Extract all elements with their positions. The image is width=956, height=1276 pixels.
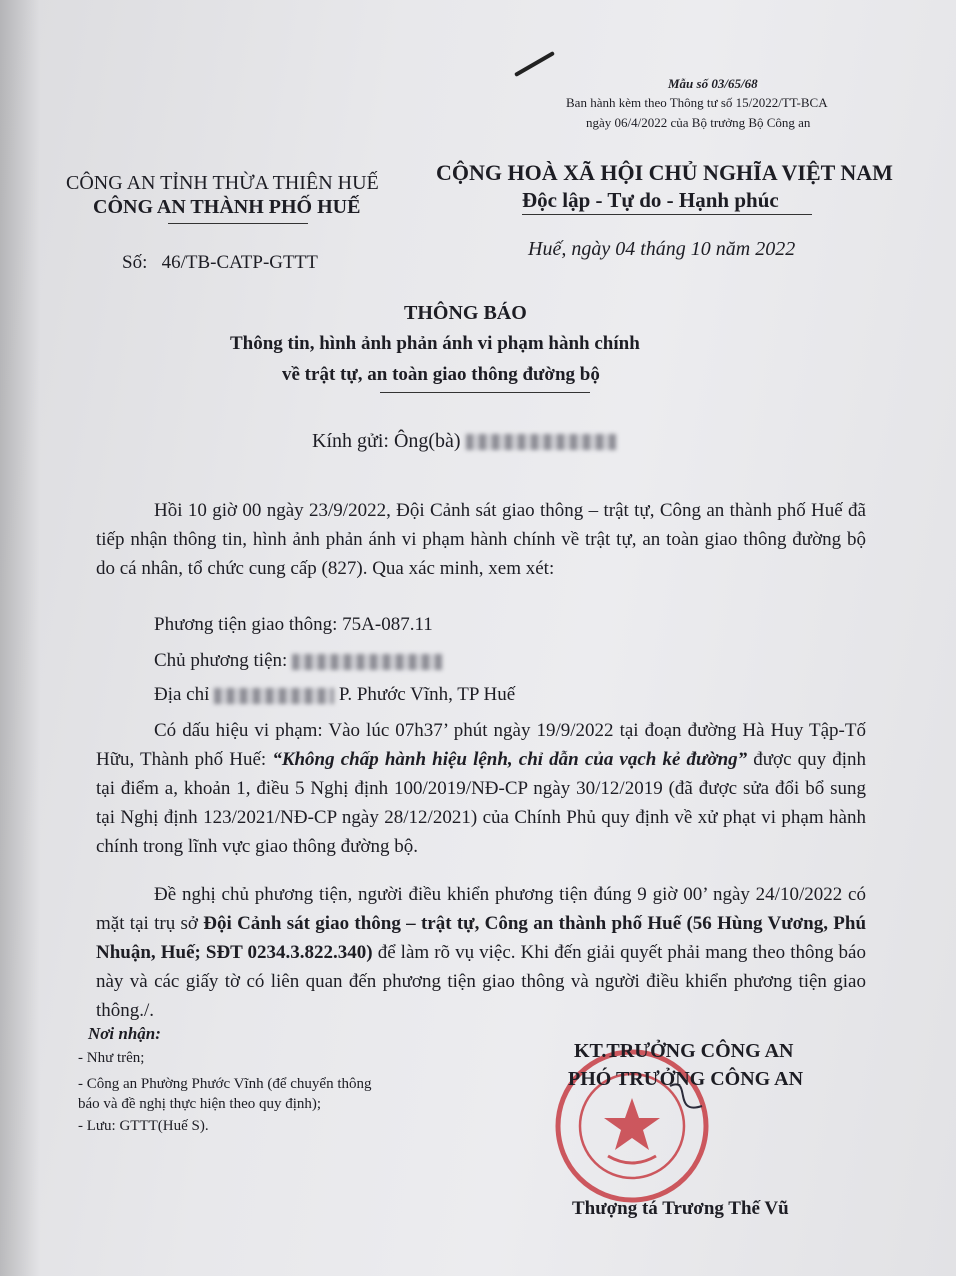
recipients-title: Nơi nhận:	[88, 1024, 161, 1043]
owner-line	[154, 650, 442, 672]
signature-title-1: KT.TRƯỞNG CÔNG AN	[574, 1040, 794, 1062]
redacted-name	[466, 434, 616, 450]
recipient-item: - Như trên;	[78, 1050, 145, 1066]
signature-title-2: PHÓ TRƯỞNG CÔNG AN	[568, 1068, 804, 1090]
request-instructions: để làm rõ vụ việc. Khi đến giải quyết phải mang theo thông báo này và các giấy tờ có liên quan đến phương tiện giao thông và người điều khiển phương tiện giao thông./.	[96, 942, 866, 1021]
pen-mark	[514, 51, 555, 77]
subtitle-line-2: về trật tự, an toàn giao thông đường bộ	[282, 364, 600, 385]
redacted-owner	[292, 654, 442, 670]
request-text: Đề nghị chủ phương tiện, người điều khiển phương tiện đúng 9 giờ 00’ ngày 24/10/2022 có mặt tại trụ sở	[96, 884, 866, 934]
issued-line-2: ngày 06/4/2022 của Bộ trưởng Bộ Công an	[586, 115, 811, 130]
paragraph-request	[96, 880, 866, 1025]
document-title: THÔNG BÁO	[404, 302, 527, 324]
form-number: Mẫu số 03/65/68	[668, 76, 758, 91]
greeting-text: Kính gửi: Ông(bà)	[312, 430, 461, 452]
recipient-item: - Công an Phường Phước Vĩnh (để chuyển thông	[78, 1076, 372, 1092]
paragraph-intro: Hồi 10 giờ 00 ngày 23/9/2022, Đội Cảnh sát giao thông – trật tự, Công an thành phố Huế đã tiếp nhận thông tin, hình ảnh phản ánh vi phạm hành chính về trật tự, an toàn giao thông đường bộ do cá nhân, tổ chức cung cấp (827). Qua xác minh, xem xét:	[96, 500, 866, 579]
address-tail: P. Phước Vĩnh, TP Huế	[338, 684, 516, 705]
greeting	[312, 430, 616, 453]
violation-text: Có dấu hiệu vi phạm: Vào lúc 07h37’ phút ngày 19/9/2022 tại đoạn đường Hà Huy Tập-Tố Hữu, Thành phố Huế:	[96, 720, 866, 770]
page-shadow	[0, 0, 40, 1276]
number-label: Số:	[122, 252, 148, 273]
subtitle-underline	[380, 392, 590, 393]
redacted-address	[214, 688, 334, 704]
org-line-2: CÔNG AN THÀNH PHỐ HUẾ	[93, 196, 361, 218]
document-number	[122, 252, 318, 274]
paragraph-violation	[96, 716, 866, 861]
number-value: 46/TB-CATP-GTTT	[161, 252, 318, 273]
request-location: Đội Cảnh sát giao thông – trật tự, Công an thành phố Huế (56 Hùng Vương, Phú Nhuận, Huế; SĐT 0234.3.822.340)	[96, 913, 867, 963]
owner-label: Chủ phương tiện:	[154, 650, 288, 671]
violation-quote: “Không chấp hành hiệu lệnh, chỉ dẫn của vạch kẻ đường”	[272, 749, 748, 770]
document-date: Huế, ngày 04 tháng 10 năm 2022	[528, 238, 796, 260]
motto-underline	[522, 214, 812, 215]
vehicle-line: Phương tiện giao thông: 75A-087.11	[154, 614, 433, 635]
recipient-item: - Lưu: GTTT(Huế S).	[78, 1118, 209, 1134]
issued-line-1: Ban hành kèm theo Thông tư số 15/2022/TT-BCA	[566, 95, 828, 110]
signer-name: Thượng tá Trương Thế Vũ	[572, 1198, 789, 1219]
nation-title: CỘNG HOÀ XÃ HỘI CHỦ NGHĨA VIỆT NAM	[436, 160, 893, 185]
org-line-1: CÔNG AN TỈNH THỪA THIÊN HUẾ	[66, 172, 379, 194]
address-line	[154, 684, 515, 706]
org-underline	[168, 223, 308, 224]
motto: Độc lập - Tự do - Hạnh phúc	[522, 188, 779, 212]
violation-legal: được quy định tại điểm a, khoản 1, điều 5 Nghị định 100/2019/NĐ-CP ngày 30/12/2019 (đã được sửa đổi bổ sung tại Nghị định 123/2021/NĐ-CP ngày 28/12/2021) của Chính Phủ quy định về xử phạt vi phạm hành chính trong lĩnh vực giao thông đường bộ.	[96, 749, 867, 857]
recipient-item: báo và đề nghị thực hiện theo quy định);	[78, 1096, 322, 1112]
address-label: Địa chỉ	[154, 684, 210, 705]
subtitle-line-1: Thông tin, hình ảnh phản ánh vi phạm hành chính	[230, 333, 640, 354]
